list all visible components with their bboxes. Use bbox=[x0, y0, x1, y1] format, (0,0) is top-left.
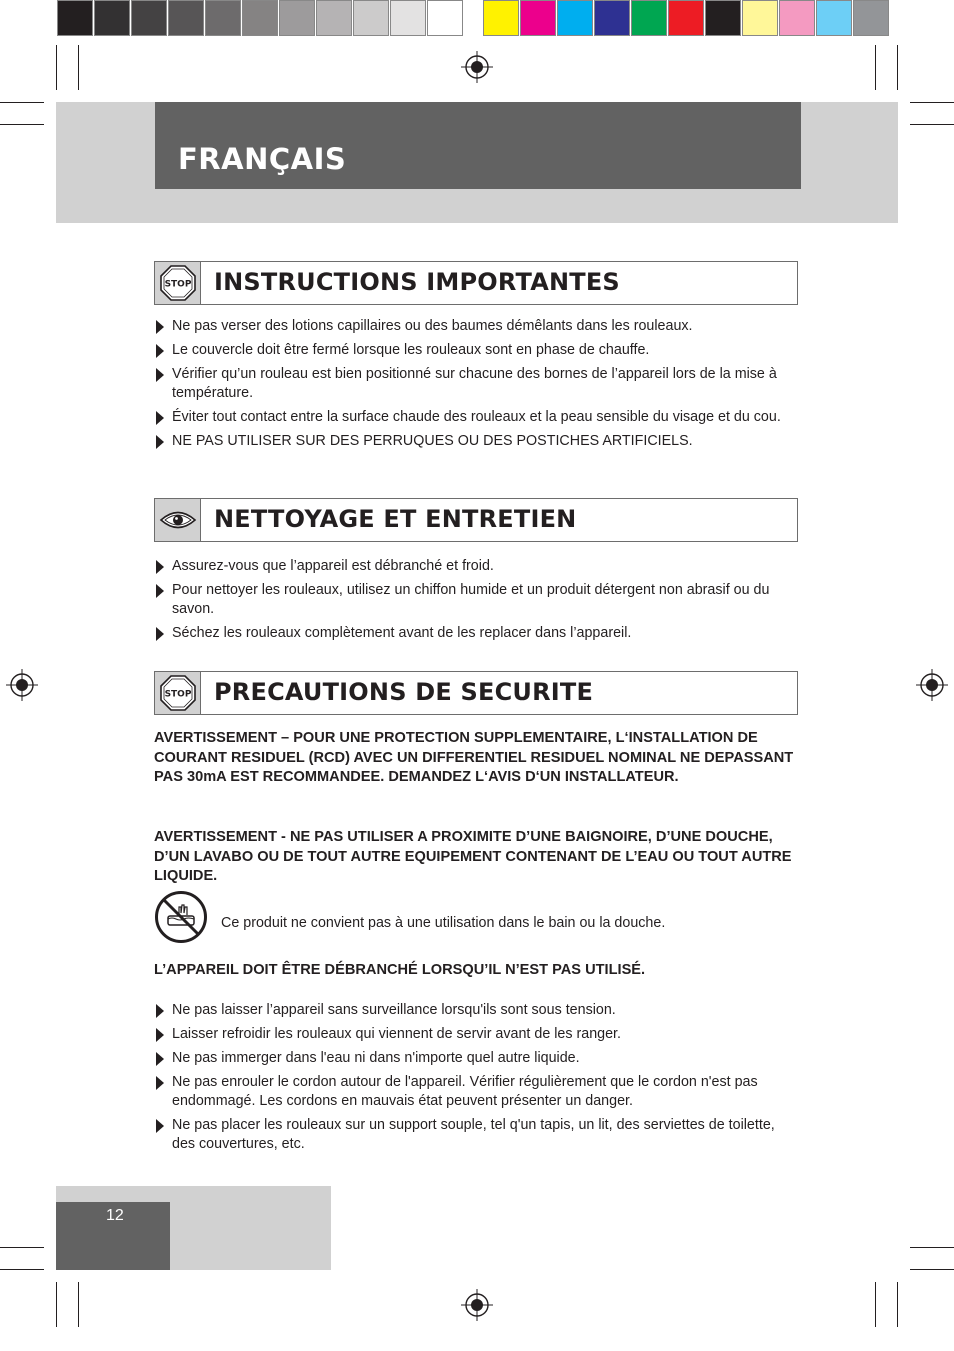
gray-swatch bbox=[94, 0, 130, 36]
svg-text:STOP: STOP bbox=[164, 689, 191, 700]
bullet-arrow-icon bbox=[156, 1119, 164, 1133]
crop-mark bbox=[875, 45, 876, 90]
registration-mark-icon bbox=[460, 50, 494, 84]
color-swatch bbox=[779, 0, 815, 36]
warning-rcd: AVERTISSEMENT – POUR UNE PROTECTION SUPPLEMENTAIRE, L‘INSTALLATION DE COURANT RESIDUEL (RCD) AVEC UN DIFFERENTIEL RESIDUEL NOMINAL NE DEPASSANT PAS 30mA EST RECOMMANDEE. DEMANDEZ L‘AVIS D‘UN INSTALLATEUR. bbox=[154, 730, 794, 785]
crop-mark bbox=[910, 1247, 954, 1248]
bullet-arrow-icon bbox=[156, 560, 164, 574]
warning-water: AVERTISSEMENT - NE PAS UTILISER A PROXIMITE D’UNE BAIGNOIRE, D’UNE DOUCHE, D’UN LAVABO OU DE TOUT AUTRE EQUIPEMENT CONTENANT DE L’EAU OU TOUT AUTRE LIQUIDE. bbox=[154, 829, 792, 884]
important-list bbox=[154, 317, 784, 456]
crop-mark bbox=[0, 102, 44, 103]
gray-swatch bbox=[427, 0, 463, 36]
bullet-arrow-icon bbox=[156, 1004, 164, 1018]
list-item: Ne pas verser des lotions capillaires ou des baumes démêlants dans les rouleaux. bbox=[154, 317, 784, 336]
registration-mark-icon bbox=[460, 1288, 494, 1322]
gray-swatch bbox=[316, 0, 352, 36]
crop-mark bbox=[0, 1269, 44, 1270]
crop-mark bbox=[0, 124, 44, 125]
crop-mark bbox=[0, 1247, 44, 1248]
list-item: Ne pas laisser l’appareil sans surveillance lorsqu'ils sont sous tension. bbox=[154, 1001, 784, 1020]
gray-swatch bbox=[390, 0, 426, 36]
crop-mark bbox=[56, 45, 57, 90]
gray-swatch bbox=[168, 0, 204, 36]
no-bath-icon bbox=[154, 890, 208, 944]
color-swatch bbox=[594, 0, 630, 36]
color-swatch bbox=[520, 0, 556, 36]
crop-mark bbox=[78, 1282, 79, 1327]
stop-sign-icon bbox=[160, 265, 196, 301]
list-item: Éviter tout contact entre la surface chaude des rouleaux et la peau sensible du visage et du cou. bbox=[154, 408, 784, 427]
list-item: Ne pas immerger dans l'eau ni dans n'importe quel autre liquide. bbox=[154, 1049, 784, 1068]
registration-mark-icon bbox=[5, 668, 39, 702]
bullet-arrow-icon bbox=[156, 411, 164, 425]
color-swatch bbox=[483, 0, 519, 36]
registration-mark-icon bbox=[915, 668, 949, 702]
color-swatch-bar bbox=[483, 0, 890, 40]
warning-unplug: L’APPAREIL DOIT ÊTRE DÉBRANCHÉ LORSQU’IL N’EST PAS UTILISÉ. bbox=[154, 962, 646, 978]
eye-icon bbox=[159, 508, 197, 532]
section-title: NETTOYAGE ET ENTRETIEN bbox=[214, 505, 577, 533]
section-header-important bbox=[154, 261, 798, 305]
bullet-arrow-icon bbox=[156, 1052, 164, 1066]
gray-swatch bbox=[205, 0, 241, 36]
section-header-cleaning bbox=[154, 498, 798, 542]
section-title: INSTRUCTIONS IMPORTANTES bbox=[214, 268, 620, 296]
color-swatch bbox=[816, 0, 852, 36]
list-item: Pour nettoyer les rouleaux, utilisez un chiffon humide et un produit détergent non abrasif ou du savon. bbox=[154, 581, 784, 619]
crop-mark bbox=[56, 1282, 57, 1327]
list-item: Le couvercle doit être fermé lorsque les rouleaux sont en phase de chauffe. bbox=[154, 341, 784, 360]
stop-sign-icon bbox=[160, 675, 196, 711]
list-item: Laisser refroidir les rouleaux qui viennent de servir avant de les ranger. bbox=[154, 1025, 784, 1044]
bullet-arrow-icon bbox=[156, 627, 164, 641]
section-header-safety bbox=[154, 671, 798, 715]
color-swatch bbox=[631, 0, 667, 36]
gray-swatch bbox=[353, 0, 389, 36]
bullet-arrow-icon bbox=[156, 435, 164, 449]
color-swatch bbox=[705, 0, 741, 36]
bullet-arrow-icon bbox=[156, 368, 164, 382]
crop-mark bbox=[910, 1269, 954, 1270]
crop-mark bbox=[897, 1282, 898, 1327]
safety-list bbox=[154, 1001, 784, 1159]
crop-mark bbox=[910, 124, 954, 125]
crop-mark bbox=[897, 45, 898, 90]
list-item: Ne pas placer les rouleaux sur un support souple, tel q'un tapis, un lit, des serviettes de toilette, des couvertures, etc. bbox=[154, 1116, 784, 1154]
bullet-arrow-icon bbox=[156, 1076, 164, 1090]
bullet-arrow-icon bbox=[156, 1028, 164, 1042]
color-swatch bbox=[557, 0, 593, 36]
page-title: FRANÇAIS bbox=[178, 142, 347, 176]
list-item: Assurez-vous que l’appareil est débranché et froid. bbox=[154, 557, 784, 576]
cleaning-list bbox=[154, 557, 784, 648]
grayscale-swatch-bar bbox=[57, 0, 464, 40]
color-swatch bbox=[742, 0, 778, 36]
section-title: PRECAUTIONS DE SECURITE bbox=[214, 678, 594, 706]
list-item: NE PAS UTILISER SUR DES PERRUQUES OU DES POSTICHES ARTIFICIELS. bbox=[154, 432, 784, 451]
color-swatch bbox=[853, 0, 889, 36]
list-item: Vérifier qu’un rouleau est bien positionné sur chacune des bornes de l’appareil lors de la mise à température. bbox=[154, 365, 784, 403]
list-item: Séchez les rouleaux complètement avant de les replacer dans l’appareil. bbox=[154, 624, 784, 643]
bath-note: Ce produit ne convient pas à une utilisation dans le bain ou la douche. bbox=[221, 915, 666, 931]
list-item: Ne pas enrouler le cordon autour de l'appareil. Vérifier régulièrement que le cordon n'est pas endommagé. Les cordons en mauvais état peuvent présenter un danger. bbox=[154, 1073, 784, 1111]
gray-swatch bbox=[131, 0, 167, 36]
gray-swatch bbox=[242, 0, 278, 36]
gray-swatch bbox=[279, 0, 315, 36]
crop-mark bbox=[875, 1282, 876, 1327]
gray-swatch bbox=[57, 0, 93, 36]
page-number: 12 bbox=[106, 1207, 124, 1224]
crop-mark bbox=[78, 45, 79, 90]
svg-text:STOP: STOP bbox=[164, 279, 191, 290]
bullet-arrow-icon bbox=[156, 344, 164, 358]
bullet-arrow-icon bbox=[156, 320, 164, 334]
color-swatch bbox=[668, 0, 704, 36]
bullet-arrow-icon bbox=[156, 584, 164, 598]
crop-mark bbox=[910, 102, 954, 103]
